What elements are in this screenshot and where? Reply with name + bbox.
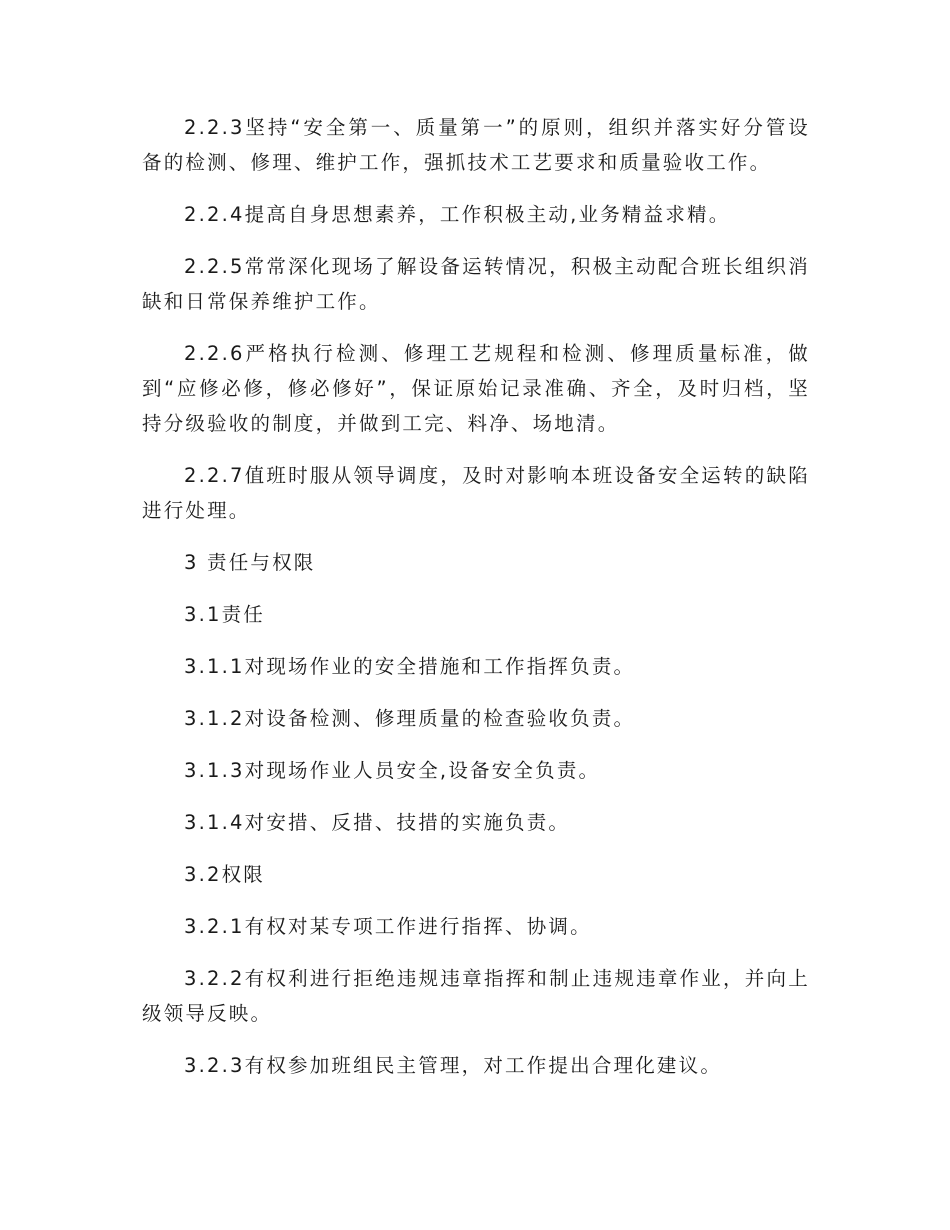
paragraph-2-2-5: 2.2.5常常深化现场了解设备运转情况，积极主动配合班长组织消缺和日常保养维护工作。	[142, 255, 810, 313]
paragraph-3-1-1: 3.1.1对现场作业的安全措施和工作指挥负责。	[184, 655, 636, 678]
document-body	[142, 110, 810, 1100]
section-heading-3-2: 3.2权限	[184, 863, 266, 886]
paragraph-2-2-6: 2.2.6严格执行检测、修理工艺规程和检测、修理质量标准，做到“应修必修，修必修好”，保证原始记录准确、齐全，及时归档，坚持分级验收的制度，并做到工完、料净、场地清。	[142, 342, 810, 435]
paragraph-2-2-4: 2.2.4提高自身思想素养，工作积极主动,业务精益求精。	[184, 203, 731, 226]
section-heading-3: 3 责任与权限	[184, 551, 316, 574]
paragraph-3-1-2: 3.1.2对设备检测、修理质量的检查验收负责。	[184, 707, 636, 730]
paragraph-3-1-3: 3.1.3对现场作业人员安全,设备安全负责。	[184, 759, 601, 782]
paragraph-2-2-7: 2.2.7值班时服从领导调度，及时对影响本班设备安全运转的缺陷进行处理。	[142, 464, 810, 522]
paragraph-3-2-2: 3.2.2有权利进行拒绝违规违章指挥和制止违规违章作业，并向上级领导反映。	[142, 967, 810, 1025]
section-heading-3-1: 3.1责任	[184, 603, 266, 626]
paragraph-3-2-3: 3.2.3有权参加班组民主管理，对工作提出合理化建议。	[184, 1054, 723, 1077]
paragraph-3-2-1: 3.2.1有权对某专项工作进行指挥、协调。	[184, 915, 592, 938]
paragraph-2-2-3: 2.2.3坚持“安全第一、质量第一”的原则，组织并落实好分管设备的检测、修理、维护工作，强抓技术工艺要求和质量验收工作。	[142, 116, 810, 174]
paragraph-3-1-4: 3.1.4对安措、反措、技措的实施负责。	[184, 811, 571, 834]
